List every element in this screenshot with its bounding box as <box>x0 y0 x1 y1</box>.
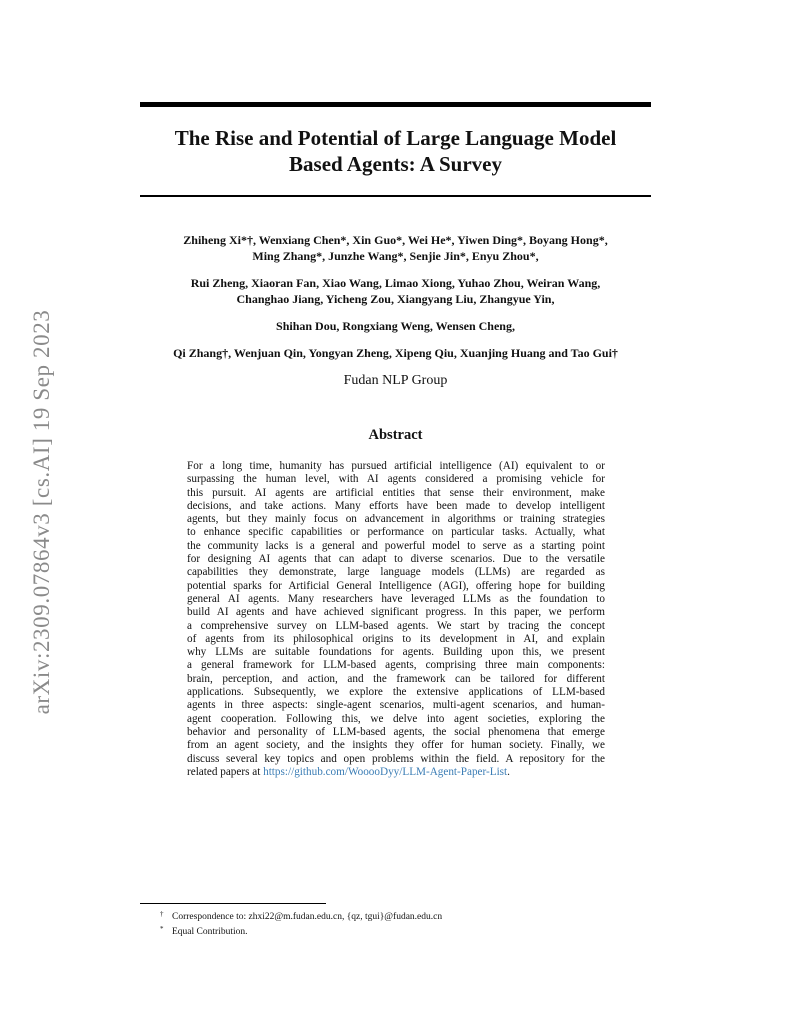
author-line: Qi Zhang†, Wenjuan Qin, Yongyan Zheng, Xipeng Qiu, Xuanjing Huang and Tao Gui† <box>173 346 618 360</box>
abstract-line: of agents from its philosophical origins to its development in AI, and explain <box>187 632 605 645</box>
abstract-link-prefix: related papers at <box>187 765 264 778</box>
abstract-line: agents, but they mainly focus on advancement in algorithms or training strategies <box>187 513 605 526</box>
abstract-line: decisions, and take actions. Many efforts have been made to develop intelligent <box>187 499 605 512</box>
author-line: Rui Zheng, Xiaoran Fan, Xiao Wang, Limao Xiong, Yuhao Zhou, Weiran Wang, <box>190 276 601 290</box>
author-list <box>140 232 651 361</box>
abstract-line: general AI agents. Many researchers have leveraged LLMs as the foundation to <box>187 592 605 605</box>
abstract-line: the community lacks is a general and powerful model to serve as a starting point <box>187 539 605 552</box>
abstract-body <box>187 460 605 779</box>
footnotes <box>160 908 442 938</box>
footnote-rule <box>140 903 326 904</box>
abstract-line: applications. Subsequently, we explore the extensive applications of LLM-based <box>187 686 605 699</box>
footnote-text: Equal Contribution. <box>172 927 248 937</box>
abstract-line: brain, perception, and action, and the framework can be tailored for different <box>187 672 605 685</box>
abstract-line: from an agent society, and the insights they offer for human society. Finally, we <box>187 739 605 752</box>
footnote-correspondence <box>160 908 442 923</box>
author-line: Changhao Jiang, Yicheng Zou, Xiangyang Liu, Zhangyue Yin, <box>236 292 555 306</box>
abstract-line: capabilities they demonstrate, large language models (LLMs) are regarded as <box>187 566 605 579</box>
affiliation: Fudan NLP Group <box>343 373 448 388</box>
abstract-line: for designing AI agents that can adapt to diverse scenarios. Due to the versatile <box>187 553 605 566</box>
footnote-text: Correspondence to: zhxi22@m.fudan.edu.cn, {qz, tgui}@fudan.edu.cn <box>172 912 443 922</box>
footnote-equal-contribution <box>160 923 442 938</box>
asterisk-mark: * <box>160 925 164 933</box>
abstract-line: behavior and personality of LLM-based agents, the social phenomena that emerge <box>187 725 605 738</box>
abstract-line: a general framework for LLM-based agents, comprising three main components: <box>187 659 605 672</box>
title-rule-top <box>140 102 651 107</box>
abstract-line: For a long time, humanity has pursued artificial intelligence (AI) equivalent to or <box>187 460 605 472</box>
abstract-line: potential sparks for Artificial General Intelligence (AGI), offering hope for building <box>187 579 605 592</box>
title-line-2: Based Agents: A Survey <box>289 152 502 176</box>
author-line: Zhiheng Xi*†, Wenxiang Chen*, Xin Guo*, Wei He*, Yiwen Ding*, Boyang Hong*, <box>183 233 608 247</box>
abstract-line: discuss several key topics and open problems within the field. A repository for the <box>187 752 605 765</box>
author-line: Shihan Dou, Rongxiang Weng, Wensen Cheng, <box>276 319 515 333</box>
abstract-link-suffix: . <box>507 765 510 778</box>
paper-title <box>140 125 651 177</box>
abstract-line: to enhance specific capabilities or performance on particular tasks. Actually, what <box>187 526 605 539</box>
title-line-1: The Rise and Potential of Large Language Model <box>174 126 617 150</box>
abstract-heading: Abstract <box>368 427 423 443</box>
abstract-line: a comprehensive survey on LLM-based agents. We start by tracing the concept <box>187 619 605 632</box>
author-line: Ming Zhang*, Junzhe Wang*, Senjie Jin*, Enyu Zhou*, <box>252 249 539 263</box>
abstract-line-last <box>187 766 605 779</box>
abstract-line: agent cooperation. Following this, we delve into agent societies, exploring the <box>187 712 605 725</box>
title-rule-bottom <box>140 195 651 197</box>
abstract-line: why LLMs are suitable foundations for agents. Building upon this, we present <box>187 646 605 659</box>
repository-link[interactable]: https://github.com/WooooDyy/LLM-Agent-Paper-List <box>263 765 508 778</box>
arxiv-identifier: arXiv:2309.07864v3 [cs.AI] 19 Sep 2023 <box>29 309 54 715</box>
abstract-line: surpassing the human level, with AI agents considered a promising vehicle for <box>187 473 605 486</box>
abstract-line: agents in three aspects: single-agent scenarios, multi-agent scenarios, and human- <box>187 699 605 712</box>
abstract-line: build AI agents and have achieved significant progress. In this paper, we perform <box>187 606 605 619</box>
abstract-line: this pursuit. AI agents are artificial entities that sense their environment, make <box>187 486 605 499</box>
dagger-mark: † <box>160 910 164 918</box>
